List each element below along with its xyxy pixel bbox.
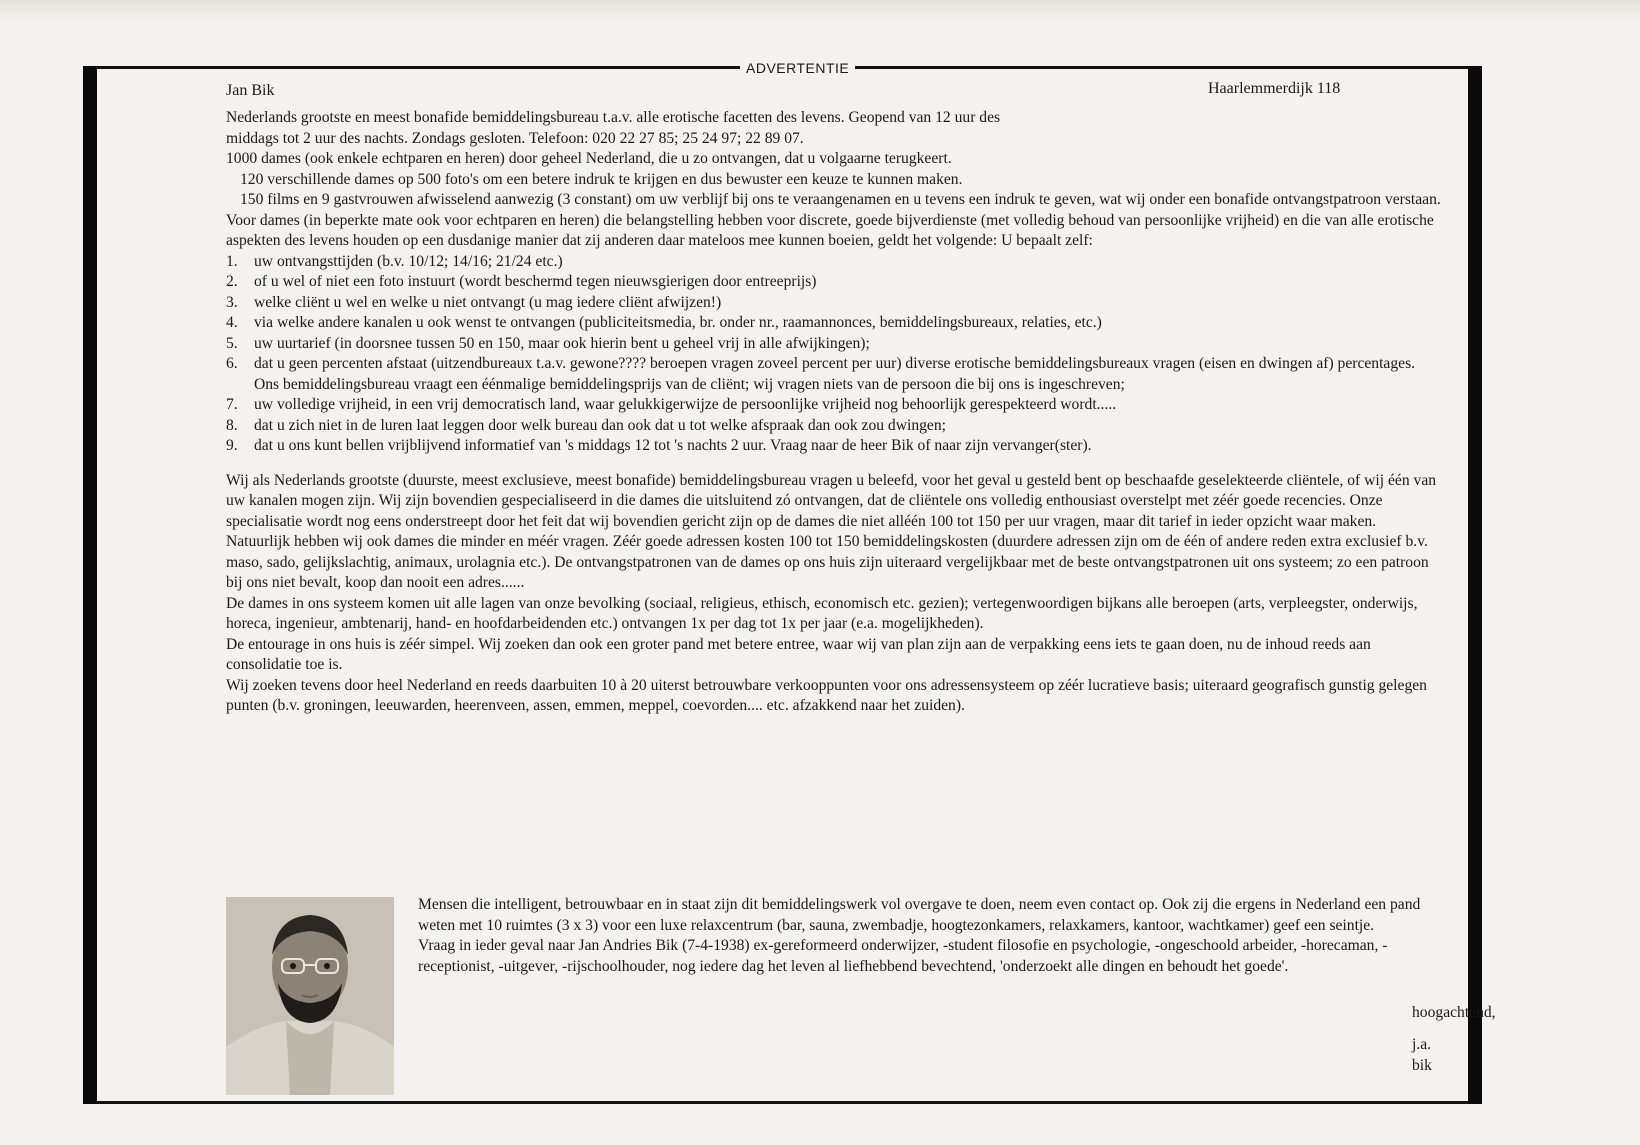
list-item: 2. of u wel of niet een foto instuurt (wordt beschermd tegen nieuwsgierigen door entreeprijs) xyxy=(226,273,817,290)
intro-line-1: Nederlands grootste en meest bonafide bemiddelingsbureau t.a.v. alle erotische facetten des levens. Geopend van 12 uur des xyxy=(226,109,1001,126)
list-item: 4. via welke andere kanalen u ook wenst te ontvangen (publiciteitsmedia, br. onder nr., raamannonces, bemiddelingsbureaux, relaties, etc.) xyxy=(226,314,1102,331)
signature-closing: hoogachtend, xyxy=(1412,1004,1496,1021)
paragraph-entourage: De entourage in ons huis is zéér simpel. Wij zoeken dan ook een groter pand met betere entree, waar wij van plan zijn aan de verpakking eens iets te gaan doen, nu de inhoud reeds aan consolidatie toe is. xyxy=(226,635,1371,673)
signature-name: j.a. bik xyxy=(1412,1036,1432,1074)
intro-line-3: 1000 dames (ook enkele echtparen en heren) door geheel Nederland, die u zo ontvangen, dat u volgaarne terugkeert. xyxy=(226,150,952,167)
paragraph-ladies: De dames in ons systeem komen uit alle lagen van onze bevolking (sociaal, religieus, ethisch, economisch etc. gezien); vertegenwoordigen bijkans alle beroepen (arts, verpleegster, onderwijs, horeca, ingenieur, ambtenarij, hand- en hoofdarbeidenden etc.) ontvangen 1x per dag tot 1x per jaar (e.a. mogelijkheden). xyxy=(226,594,1418,632)
ladies-intro: Voor dames (in beperkte mate ook voor echtparen en heren) die belangstelling hebben voor discrete, goede bijverdienste (met volledig behoud van persoonlijke vrijheid) en die van alle erotische aspekten des levens houden op een dusdanige manier dat zij anderen daar mateloos mee kunnen boeien, geldt het volgende: U bepaalt zelf: xyxy=(226,211,1434,249)
list-item: 7. uw volledige vrijheid, in een vrij democratisch land, waar gelukkigerwijze de persoonlijke vrijheid nog behoorlijk gerespekteerd wordt..... xyxy=(226,396,1117,413)
list-item: 6. dat u geen percenten afstaat (uitzendbureaux t.a.v. gewone???? beroepen vragen zoveel percent per uur) diverse erotische bemiddelingsbureaux vragen (eisen en dwingen af) percentages. Ons bemiddelingsbureau vraagt een éénmalige bemiddelingsprijs van de cliënt; wij vragen niets van de persoon die bij ons is ingeschreven; xyxy=(226,355,1416,393)
header-address: Haarlemmerdijk 118 xyxy=(1208,80,1341,97)
portrait-illustration xyxy=(226,897,394,1095)
list-item: 3. welke cliënt u wel en welke u niet ontvangt (u mag iedere cliënt afwijzen!) xyxy=(226,293,722,311)
contact-text xyxy=(418,895,1496,1074)
conditions-list xyxy=(226,252,1441,457)
frame-right-bar xyxy=(1468,66,1482,1104)
list-item: 1. uw ontvangsttijden (b.v. 10/12; 14/16; 21/24 etc.) xyxy=(226,252,563,270)
frame-left-bar xyxy=(83,66,97,1104)
list-item: 9. dat u ons kunt bellen vrijblijvend informatief van 's middags 12 tot 's nachts 2 uur. Vraag naar de heer Bik of naar zijn vervanger(ster). xyxy=(226,437,1092,454)
advert-body xyxy=(226,108,1441,717)
paragraph-main: Wij als Nederlands grootste (duurste, meest exclusieve, meest bonafide) bemiddelingsbureau vragen u beleefd, voor het geval u gesteld bent op beschaafde geselekteerde cliëntele, of wij één van uw kanalen mogen zijn. Wij zijn bovendien gespecialiseerd in die dames die uitsluitend zó ontvangen, dat de cliëntele ons volledig enthousiast overstelpt met zéér goede recencies. Onze specialisatie wordt nog eens onderstreept door het feit dat wij bovendien gericht zijn op de dames die niet alléén 100 tot 150 per uur vragen, maar dit tarief in ieder opzicht waar maken. Natuurlijk hebben wij ook dames die minder en méér vragen. Zéér goede adressen kosten 100 tot 150 bemiddelingskosten (duurdere adressen zijn om de één of andere reden extra exclusief b.v. maso, sado, gelijkslachtig, animaux, urolagnia etc.). De ontvangstpatronen van de dames op ons huis zijn uiteraard vergelijkbaar met de beste ontvangstpatronen uit ons systeem; zo een patroon bij ons niet bevalt, koop dan nooit een adres...... xyxy=(226,471,1437,591)
paragraph-sales-points: Wij zoeken tevens door heel Nederland en reeds daarbuiten 10 à 20 uiterst betrouwbare verkooppunten voor ons adressensysteem op zéér lucratieve basis; uiteraard geografisch gunstig gelegen punten (b.v. groningen, leeuwarden, heerenveen, assen, emmen, meppel, coevorden.... etc. afzakkend naar het zuiden). xyxy=(226,676,1427,714)
page-top-edge xyxy=(0,0,1640,22)
bottom-section xyxy=(226,895,1496,1095)
intro-line-5: 150 films en 9 gastvrouwen afwisselend aanwezig (3 constant) om uw verblijf bij ons te veraangenamen en u tevens een indruk te geven, wat wij onder een bonafide ontvangstpatroon verstaan. xyxy=(240,191,1441,208)
intro-line-4: 120 verschillende dames op 500 foto's om een betere indruk te krijgen en dus bewuster een keuze te kunnen maken. xyxy=(240,170,963,188)
portrait-photo xyxy=(226,897,394,1095)
header-name: Jan Bik xyxy=(226,82,275,99)
list-item: 5. uw uurtarief (in doorsnee tussen 50 en 150, maar ook hierin bent u geheel vrij in alle afwijkingen); xyxy=(226,334,870,352)
intro-line-2: middags tot 2 uur des nachts. Zondags gesloten. Telefoon: 020 22 27 85; 25 24 97; 22 89 07. xyxy=(226,129,804,147)
advert-label: ADVERTENTIE xyxy=(740,60,855,76)
list-item: 8. dat u zich niet in de luren laat leggen door welk bureau dan ook dat u tot welke afspraak dan ook zou dwingen; xyxy=(226,416,946,434)
bio-paragraph: Vraag in ieder geval naar Jan Andries Bik (7-4-1938) ex-gereformeerd onderwijzer, -student filosofie en psychologie, -ongeschoold arbeider, -horecaman, -receptionist, -uitgever, -rijschoolhouder, nog iedere dag het leven al liefhebbend bevechtend, 'onderzoekt alle dingen en behoudt het goede'. xyxy=(418,937,1388,975)
contact-paragraph: Mensen die intelligent, betrouwbaar en in staat zijn dit bemiddelingswerk vol overgave te doen, neem even contact op. Ook zij die ergens in Nederland een pand weten met 10 ruimtes (3 x 3) voor een luxe relaxcentrum (bar, sauna, zwembadje, hoogtezonkamers, relaxkamers, kantoor, wachtkamer) geef een seintje. xyxy=(418,896,1421,934)
